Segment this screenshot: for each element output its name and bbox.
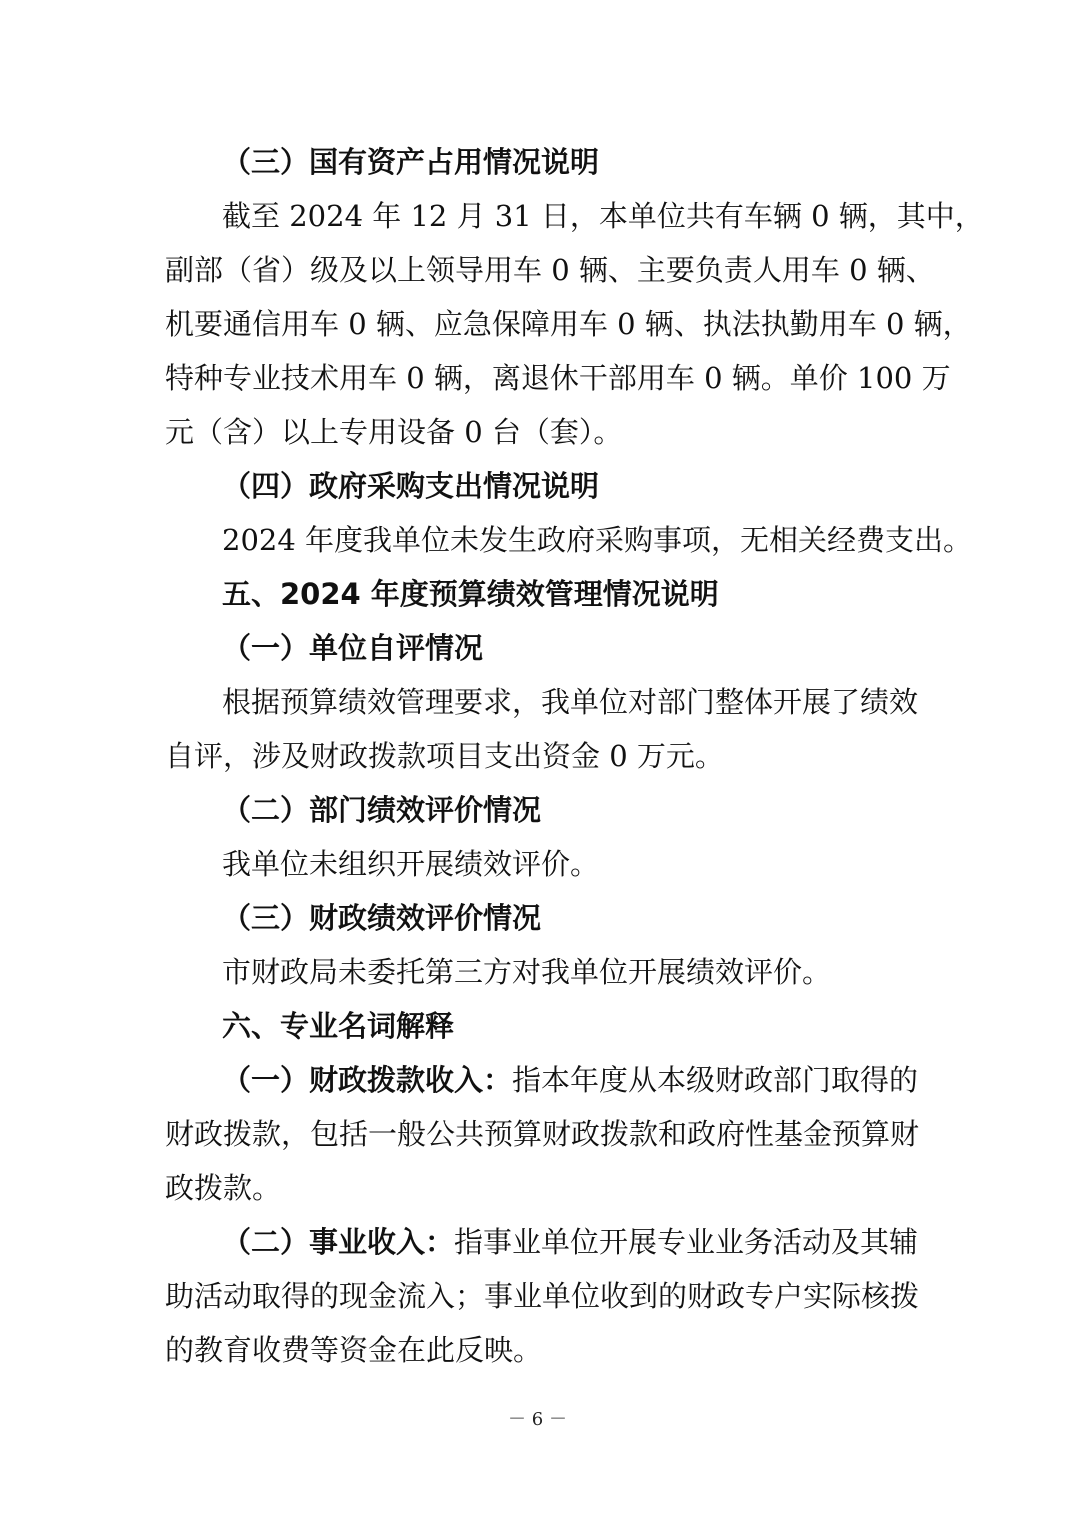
glossary-term-line xyxy=(222,1222,972,1262)
paragraph-line: 的教育收费等资金在此反映。 xyxy=(165,1333,543,1367)
section-heading-fiscal-eval: （三）财政绩效评价情况 xyxy=(222,901,542,935)
page-number: － 6 － xyxy=(508,1409,567,1430)
part-heading-glossary: 六、专业名词解释 xyxy=(222,1009,455,1043)
section-heading-assets: （三）国有资产占用情况说明 xyxy=(222,145,600,179)
term-label: （二）事业收入： xyxy=(222,1225,455,1259)
paragraph-line: 2024 年度我单位未发生政府采购事项，无相关经费支出。 xyxy=(222,523,973,557)
paragraph-line: 财政拨款，包括一般公共预算财政拨款和政府性基金预算财 xyxy=(165,1117,920,1151)
section-heading-self-eval: （一）单位自评情况 xyxy=(222,631,484,665)
term-label: （一）财政拨款收入： xyxy=(222,1063,513,1097)
paragraph-line: 自评，涉及财政拨款项目支出资金 0 万元。 xyxy=(165,739,724,773)
section-heading-procurement: （四）政府采购支出情况说明 xyxy=(222,469,600,503)
paragraph-line: 截至 2024 年 12 月 31 日，本单位共有车辆 0 辆，其中， xyxy=(222,199,984,233)
paragraph-line: 市财政局未委托第三方对我单位开展绩效评价。 xyxy=(222,955,832,989)
term-definition: 指事业单位开展专业业务活动及其辅 xyxy=(454,1225,919,1259)
section-heading-dept-eval: （二）部门绩效评价情况 xyxy=(222,793,542,827)
paragraph-line: 助活动取得的现金流入；事业单位收到的财政专户实际核拨 xyxy=(165,1279,920,1313)
glossary-term-line xyxy=(222,1060,972,1100)
paragraph-line: 机要通信用车 0 辆、应急保障用车 0 辆、执法执勤用车 0 辆， xyxy=(165,307,972,341)
paragraph-line: 政拨款。 xyxy=(165,1171,282,1205)
paragraph-line: 我单位未组织开展绩效评价。 xyxy=(222,847,600,881)
paragraph-line: 元（含）以上专用设备 0 台（套）。 xyxy=(165,415,623,449)
term-definition: 指本年度从本级财政部门取得的 xyxy=(512,1063,919,1097)
paragraph-line: 根据预算绩效管理要求，我单位对部门整体开展了绩效 xyxy=(222,685,919,719)
paragraph-line: 副部（省）级及以上领导用车 0 辆、主要负责人用车 0 辆、 xyxy=(165,253,935,287)
paragraph-line: 特种专业技术用车 0 辆，离退休干部用车 0 辆。单价 100 万 xyxy=(165,361,951,395)
part-heading-performance: 五、2024 年度预算绩效管理情况说明 xyxy=(222,577,719,611)
